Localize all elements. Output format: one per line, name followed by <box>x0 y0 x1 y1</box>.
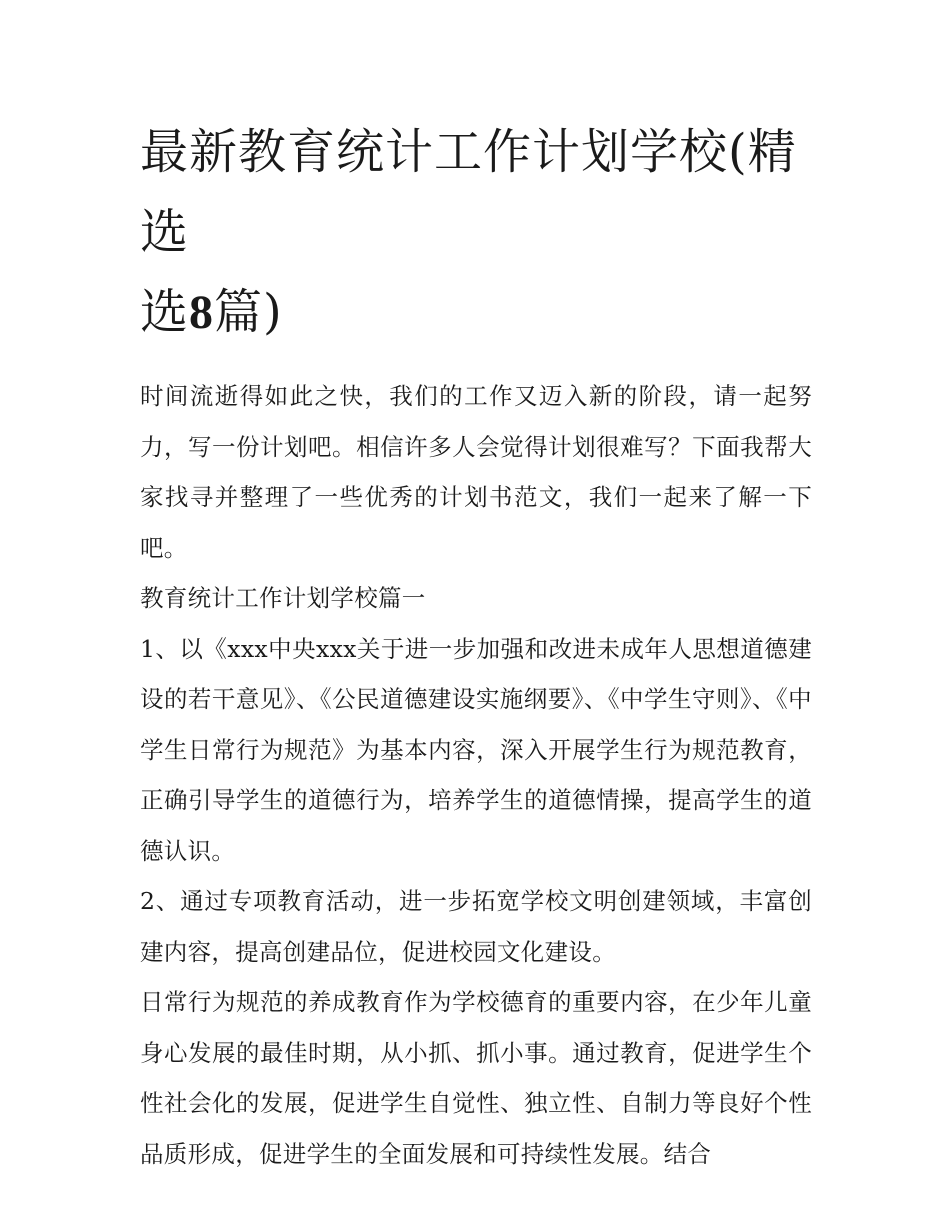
body-paragraph-1: 1、以《xxx中央xxx关于进一步加强和改进未成年人思想道德建设的若干意见》、《公民道德建设实施纲要》、《中学生守则》、《中学生日常行为规范》为基本内容，深入开展学生行为规范教育，正确引导学生的道德行为，培养学生的道德情操，提高学生的道德认识。 <box>140 634 812 865</box>
document-page <box>140 112 812 1179</box>
intro-paragraph: 时间流逝得如此之快，我们的工作又迈入新的阶段，请一起努力，写一份计划吧。相信许多人会觉得计划很难写？下面我帮大家找寻并整理了一些优秀的计划书范文，我们一起来了解一下吧。 <box>140 382 812 562</box>
title-text-main: 最新教育统计工作计划学校(精选 <box>140 124 797 260</box>
title-text-end: 篇) <box>214 284 283 340</box>
section-heading: 教育统计工作计划学校篇一 <box>140 584 426 612</box>
body-paragraph-3: 日常行为规范的养成教育作为学校德育的重要内容，在少年儿童身心发展的最佳时期，从小抓、抓小事。通过教育，促进学生个性社会化的发展，促进学生自觉性、独立性、自制力等良好个性品质形成，促进学生的全面发展和可持续性发展。结合 <box>140 988 812 1168</box>
document-title <box>140 112 820 353</box>
body-paragraph-2: 2、通过专项教育活动，进一步拓宽学校文明创建领域，丰富创建内容，提高创建品位，促进校园文化建设。 <box>140 887 812 966</box>
title-text-select: 选 <box>140 284 190 340</box>
title-number: 8 <box>189 286 215 339</box>
